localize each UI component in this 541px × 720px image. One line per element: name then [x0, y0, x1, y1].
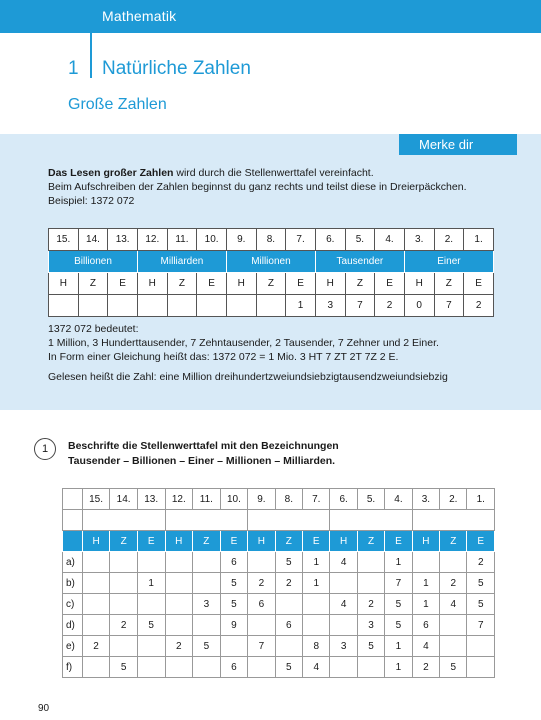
- digit-cell: 2: [464, 295, 494, 317]
- position-cell: 12.: [165, 489, 193, 510]
- digit-cell: [137, 295, 167, 317]
- digit-cell: [440, 615, 467, 636]
- position-cell: 7.: [286, 229, 316, 251]
- exercise-place-value-table: [62, 488, 495, 678]
- place-cell: Z: [434, 273, 464, 295]
- group-blank-cell[interactable]: [412, 510, 494, 531]
- digit-cell: [412, 552, 439, 573]
- digit-cell: 5: [467, 594, 495, 615]
- position-cell: 6.: [330, 489, 357, 510]
- position-cell: 10.: [220, 489, 248, 510]
- task-line1: Beschrifte die Stellenwerttafel mit den Bezeichnungen: [68, 440, 339, 452]
- position-cell: 3.: [412, 489, 439, 510]
- group-cell: Billionen: [49, 251, 138, 273]
- merke-intro: [48, 166, 518, 208]
- digit-cell: 5: [275, 552, 302, 573]
- digit-cell: 5: [193, 636, 221, 657]
- digit-cell: 6: [412, 615, 439, 636]
- digit-cell: 4: [412, 636, 439, 657]
- group-cell: Milliarden: [137, 251, 226, 273]
- row-label-cell: b): [63, 573, 83, 594]
- digit-cell: 8: [303, 636, 330, 657]
- row-label-cell: c): [63, 594, 83, 615]
- position-cell: 7.: [303, 489, 330, 510]
- page-number: 90: [38, 703, 50, 714]
- position-cell: 6.: [315, 229, 345, 251]
- intro-line2: Beim Aufschreiben der Zahlen beginnst du ganz rechts und teilst diese in Dreierpäckchen.: [48, 181, 467, 193]
- place-cell: Z: [110, 531, 138, 552]
- position-cell: 3.: [404, 229, 434, 251]
- group-cell: Tausender: [315, 251, 404, 273]
- digit-cell: 1: [137, 573, 165, 594]
- row-label-cell: [63, 489, 83, 510]
- position-cell: 14.: [78, 229, 108, 251]
- position-cell: 10.: [197, 229, 227, 251]
- position-cell: 15.: [82, 489, 110, 510]
- place-cell: H: [412, 531, 439, 552]
- digit-cell: 9: [220, 615, 248, 636]
- row-label-cell: [63, 510, 83, 531]
- digit-cell: [256, 295, 286, 317]
- table-row: [63, 636, 495, 657]
- place-cell: E: [220, 531, 248, 552]
- digit-cell: [357, 657, 384, 678]
- digit-cell: [357, 573, 384, 594]
- digit-cell: 2: [165, 636, 193, 657]
- digit-cell: 2: [248, 573, 275, 594]
- place-row: [49, 273, 494, 295]
- digit-cell: 1: [385, 552, 412, 573]
- place-cell: E: [137, 531, 165, 552]
- task-number: 1: [34, 438, 56, 460]
- digit-cell: 4: [330, 552, 357, 573]
- digit-cell: 5: [275, 657, 302, 678]
- row-label-cell: e): [63, 636, 83, 657]
- place-cell: E: [464, 273, 494, 295]
- subject-title: Mathematik: [102, 8, 177, 24]
- group-cell: Millionen: [226, 251, 315, 273]
- digit-cell: [165, 573, 193, 594]
- explanation-line3: In Form einer Gleichung heißt das: 1372 072 = 1 Mio. 3 HT 7 ZT 2T 7Z 2 E.: [48, 351, 399, 363]
- digit-cell: [440, 552, 467, 573]
- explanation-line2: 1 Million, 3 Hunderttausender, 7 Zehntausender, 2 Tausender, 7 Zehner und 2 Einer.: [48, 337, 439, 349]
- row-label-cell: d): [63, 615, 83, 636]
- digit-cell: 2: [82, 636, 110, 657]
- intro-bold: Das Lesen großer Zahlen: [48, 167, 174, 179]
- place-row: [63, 531, 495, 552]
- chapter-title: Natürliche Zahlen: [102, 58, 251, 79]
- digit-cell: 2: [467, 552, 495, 573]
- digit-cell: 3: [315, 295, 345, 317]
- position-cell: 1.: [467, 489, 495, 510]
- digit-row: [49, 295, 494, 317]
- digit-cell: 5: [467, 573, 495, 594]
- digit-cell: [165, 552, 193, 573]
- digit-cell: 5: [385, 594, 412, 615]
- digit-cell: [137, 636, 165, 657]
- digit-cell: [467, 636, 495, 657]
- digit-cell: [220, 636, 248, 657]
- explanation-line1: 1372 072 bedeutet:: [48, 323, 139, 335]
- digit-cell: [330, 657, 357, 678]
- place-cell: Z: [78, 273, 108, 295]
- digit-cell: [330, 573, 357, 594]
- digit-cell: [303, 594, 330, 615]
- place-cell: E: [467, 531, 495, 552]
- digit-cell: 5: [220, 594, 248, 615]
- explanation-line4: Gelesen heißt die Zahl: eine Million dreihundertzweiundsiebzigtausendzweiundsiebzig: [48, 371, 448, 383]
- header-bar: [0, 0, 541, 33]
- digit-cell: 5: [357, 636, 384, 657]
- place-cell: H: [404, 273, 434, 295]
- digit-cell: 2: [110, 615, 138, 636]
- digit-cell: 1: [412, 594, 439, 615]
- digit-cell: [82, 573, 110, 594]
- digit-cell: [165, 594, 193, 615]
- place-cell: Z: [440, 531, 467, 552]
- digit-cell: 5: [110, 657, 138, 678]
- intro-example: Beispiel: 1372 072: [48, 195, 135, 207]
- position-cell: 9.: [226, 229, 256, 251]
- blank-group-row: [63, 510, 495, 531]
- digit-cell: 7: [385, 573, 412, 594]
- position-cell: 5.: [357, 489, 384, 510]
- digit-cell: 1: [385, 657, 412, 678]
- place-cell: H: [248, 531, 275, 552]
- digit-cell: 1: [286, 295, 316, 317]
- position-cell: 11.: [193, 489, 221, 510]
- place-cell: H: [82, 531, 110, 552]
- digit-cell: 1: [385, 636, 412, 657]
- digit-cell: [248, 615, 275, 636]
- place-cell: Z: [345, 273, 375, 295]
- digit-cell: [110, 636, 138, 657]
- digit-cell: [137, 657, 165, 678]
- digit-cell: 7: [345, 295, 375, 317]
- table-row: [63, 573, 495, 594]
- digit-cell: 6: [248, 594, 275, 615]
- place-cell: E: [303, 531, 330, 552]
- digit-cell: [165, 657, 193, 678]
- place-cell: E: [197, 273, 227, 295]
- digit-cell: [467, 657, 495, 678]
- digit-cell: [108, 295, 138, 317]
- position-cell: 2.: [434, 229, 464, 251]
- position-cell: 2.: [440, 489, 467, 510]
- intro-rest: wird durch die Stellenwerttafel vereinfacht.: [173, 167, 374, 179]
- position-cell: 11.: [167, 229, 197, 251]
- group-blank-cell[interactable]: [248, 510, 330, 531]
- digit-cell: 6: [220, 552, 248, 573]
- merke-label: Merke dir: [399, 134, 517, 155]
- digit-cell: 3: [357, 615, 384, 636]
- position-cell: 8.: [256, 229, 286, 251]
- task-text: [68, 439, 508, 469]
- table-row: [63, 552, 495, 573]
- digit-cell: [78, 295, 108, 317]
- group-blank-cell[interactable]: [165, 510, 248, 531]
- digit-cell: [193, 657, 221, 678]
- position-cell: 13.: [137, 489, 165, 510]
- digit-cell: [110, 594, 138, 615]
- position-cell: 15.: [49, 229, 79, 251]
- table-row: [63, 594, 495, 615]
- digit-cell: 0: [404, 295, 434, 317]
- place-cell: H: [165, 531, 193, 552]
- digit-cell: 3: [193, 594, 221, 615]
- position-cell: 12.: [137, 229, 167, 251]
- place-cell: H: [137, 273, 167, 295]
- digit-cell: [248, 552, 275, 573]
- digit-cell: 2: [412, 657, 439, 678]
- group-blank-cell[interactable]: [330, 510, 412, 531]
- position-row: [49, 229, 494, 251]
- digit-cell: [82, 552, 110, 573]
- digit-cell: [137, 552, 165, 573]
- row-label-cell: f): [63, 657, 83, 678]
- row-label-cell: a): [63, 552, 83, 573]
- digit-cell: [303, 615, 330, 636]
- digit-cell: 5: [137, 615, 165, 636]
- row-label-cell: [63, 531, 83, 552]
- explanation: [48, 322, 518, 384]
- position-cell: 5.: [345, 229, 375, 251]
- digit-cell: 2: [440, 573, 467, 594]
- group-blank-cell[interactable]: [82, 510, 165, 531]
- table-row: [63, 615, 495, 636]
- digit-cell: 5: [440, 657, 467, 678]
- example-place-value-table: [48, 228, 494, 317]
- digit-cell: 1: [412, 573, 439, 594]
- place-cell: E: [108, 273, 138, 295]
- position-cell: 1.: [464, 229, 494, 251]
- place-cell: E: [375, 273, 405, 295]
- place-cell: H: [330, 531, 357, 552]
- digit-cell: 2: [275, 573, 302, 594]
- digit-cell: 7: [467, 615, 495, 636]
- digit-cell: 2: [375, 295, 405, 317]
- digit-cell: [193, 573, 221, 594]
- position-cell: 4.: [385, 489, 412, 510]
- digit-cell: 6: [220, 657, 248, 678]
- digit-cell: 6: [275, 615, 302, 636]
- digit-cell: [275, 594, 302, 615]
- place-cell: Z: [193, 531, 221, 552]
- place-cell: Z: [357, 531, 384, 552]
- position-cell: 9.: [248, 489, 275, 510]
- digit-cell: [167, 295, 197, 317]
- digit-cell: [165, 615, 193, 636]
- digit-cell: [193, 615, 221, 636]
- digit-cell: [193, 552, 221, 573]
- place-cell: E: [385, 531, 412, 552]
- digit-cell: 2: [357, 594, 384, 615]
- section-title: Große Zahlen: [68, 96, 167, 113]
- digit-cell: [110, 552, 138, 573]
- group-cell: Einer: [404, 251, 493, 273]
- digit-cell: 5: [385, 615, 412, 636]
- digit-cell: [330, 615, 357, 636]
- digit-cell: 4: [303, 657, 330, 678]
- digit-cell: 4: [330, 594, 357, 615]
- group-row: [49, 251, 494, 273]
- position-cell: 8.: [275, 489, 302, 510]
- position-cell: 13.: [108, 229, 138, 251]
- place-cell: E: [286, 273, 316, 295]
- position-cell: 4.: [375, 229, 405, 251]
- digit-cell: [275, 636, 302, 657]
- digit-cell: [357, 552, 384, 573]
- digit-cell: [248, 657, 275, 678]
- digit-cell: 1: [303, 573, 330, 594]
- position-cell: 14.: [110, 489, 138, 510]
- place-cell: Z: [256, 273, 286, 295]
- digit-cell: 3: [330, 636, 357, 657]
- digit-cell: 1: [303, 552, 330, 573]
- digit-cell: 5: [220, 573, 248, 594]
- digit-cell: [226, 295, 256, 317]
- digit-cell: [82, 615, 110, 636]
- digit-cell: [440, 636, 467, 657]
- digit-cell: 7: [248, 636, 275, 657]
- place-cell: Z: [275, 531, 302, 552]
- task-line2: Tausender – Billionen – Einer – Millionen – Milliarden.: [68, 455, 336, 467]
- digit-cell: 4: [440, 594, 467, 615]
- place-cell: Z: [167, 273, 197, 295]
- digit-cell: [82, 594, 110, 615]
- position-row: [63, 489, 495, 510]
- chapter-number: 1: [68, 58, 79, 79]
- header-divider: [90, 0, 92, 78]
- digit-cell: [197, 295, 227, 317]
- place-cell: H: [49, 273, 79, 295]
- digit-cell: [137, 594, 165, 615]
- place-cell: H: [226, 273, 256, 295]
- digit-cell: [82, 657, 110, 678]
- digit-cell: 7: [434, 295, 464, 317]
- digit-cell: [49, 295, 79, 317]
- digit-cell: [110, 573, 138, 594]
- table-row: [63, 657, 495, 678]
- place-cell: H: [315, 273, 345, 295]
